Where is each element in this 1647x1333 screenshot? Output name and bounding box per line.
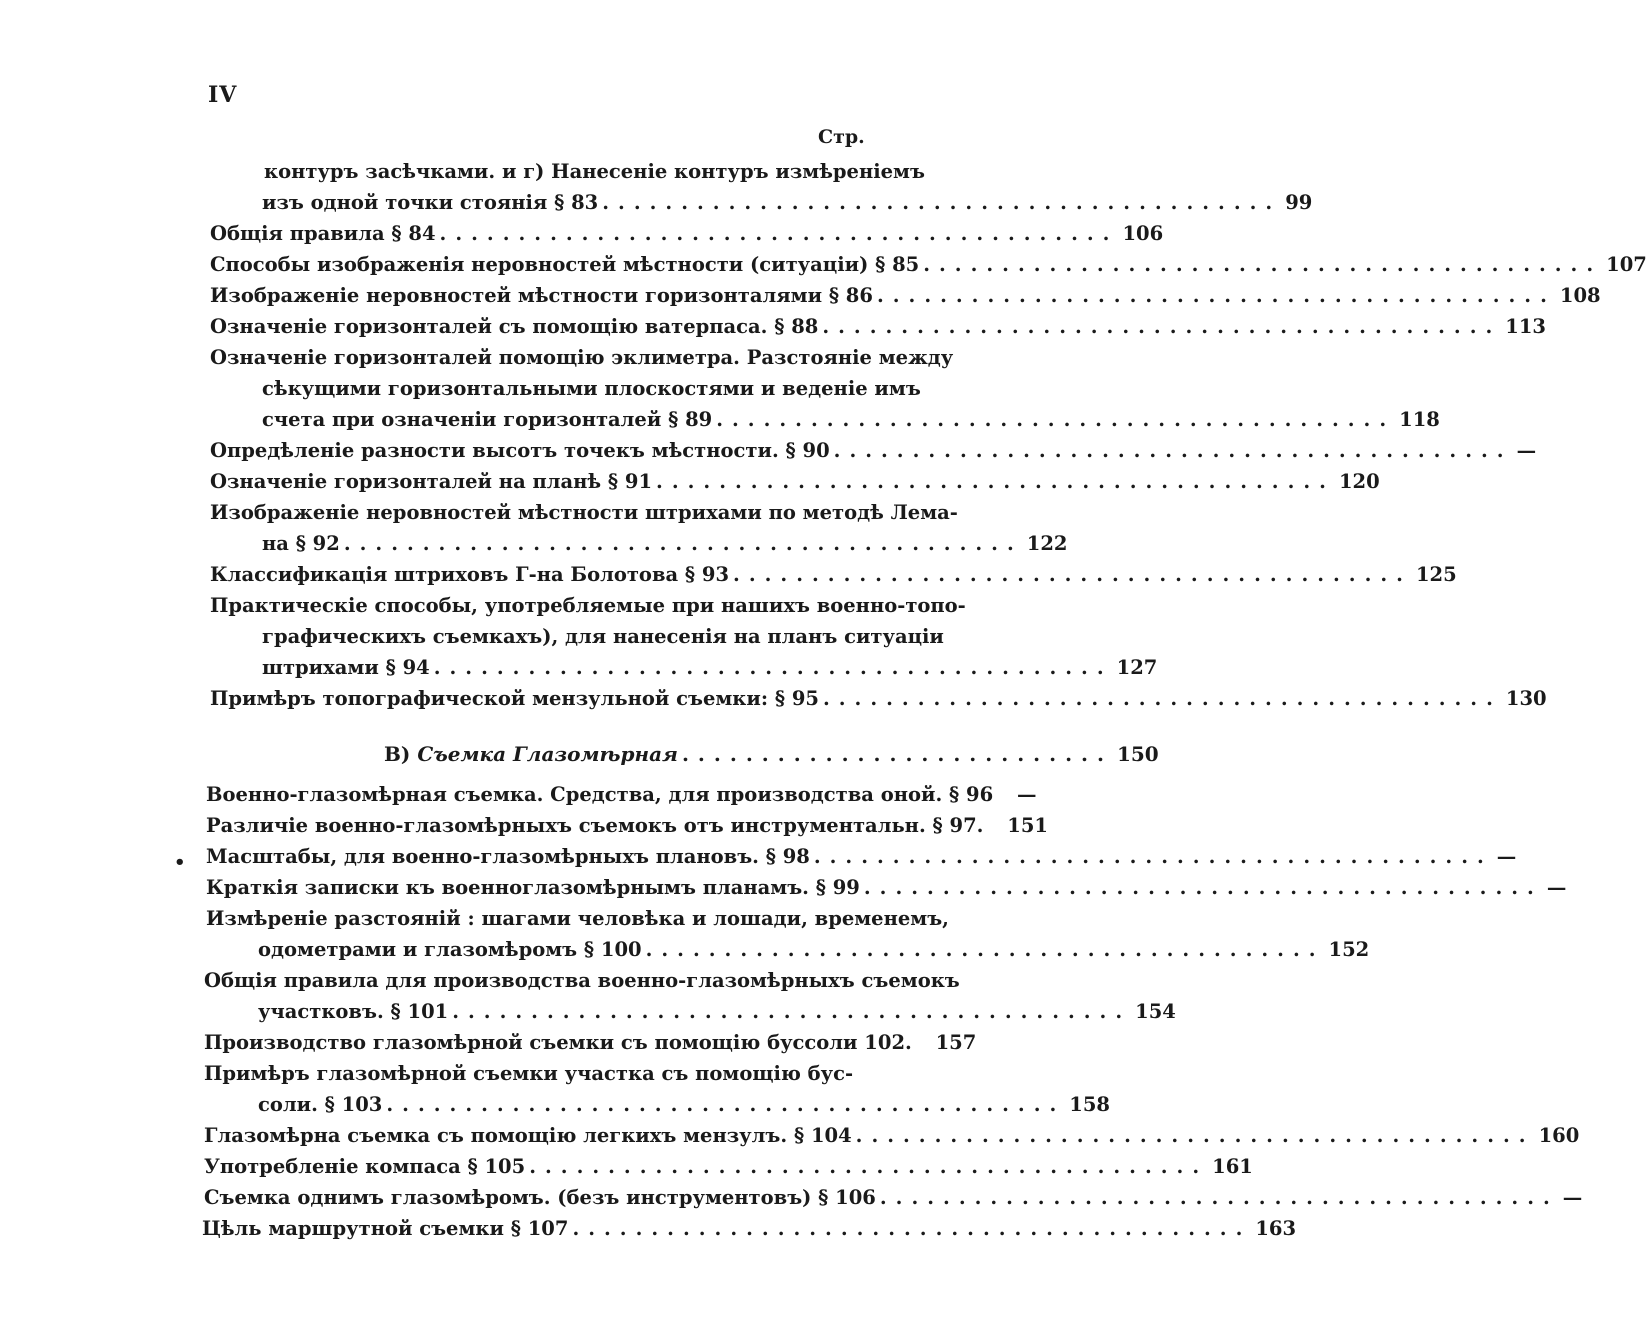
dot-leader: ........................................... bbox=[645, 938, 1325, 961]
section-page: 150 bbox=[1116, 742, 1159, 766]
dot-leader: ........................... bbox=[681, 742, 1113, 766]
dot-leader bbox=[912, 1031, 936, 1054]
dot-leader: ........................................... bbox=[602, 191, 1282, 214]
dot-leader: ........................................... bbox=[855, 1124, 1535, 1147]
toc-entry: Означеніе горизонталей на планѣ § 91 ........................................... 120 bbox=[210, 470, 1380, 493]
dot-leader: ........................................... bbox=[879, 1186, 1559, 1209]
section-title: Съемка Глазомѣрная bbox=[417, 742, 678, 766]
dot-leader: ........................................... bbox=[386, 1093, 1066, 1116]
toc-entry: Классификація штриховъ Г-на Болотова § 93 ........................................... 125 bbox=[210, 563, 1457, 586]
section-heading bbox=[384, 742, 1159, 772]
toc-entry: Употребленіе компаса § 105 ........................................... 161 bbox=[204, 1155, 1253, 1178]
toc-entry: Изображеніе неровностей мѣстности штрихами по методѣ Лема- bbox=[210, 501, 958, 524]
section-prefix: В) bbox=[384, 742, 411, 766]
margin-mark: • bbox=[174, 852, 186, 873]
dot-leader: ........................................... bbox=[733, 563, 1412, 586]
toc-entry: контуръ засѣчками. и г) Нанесеніе контуръ измѣреніемъ bbox=[264, 160, 925, 183]
page-folio: IV bbox=[208, 82, 238, 108]
toc-entry: графическихъ съемкахъ), для нанесенія на планъ ситуаціи bbox=[262, 625, 944, 648]
dot-leader: ........................................... bbox=[876, 284, 1556, 307]
toc-entry: Производство глазомѣрной съемки съ помощію буссоли 102. 157 bbox=[204, 1031, 977, 1054]
toc-entry: Военно-глазомѣрная съемка. Средства, для производства оной. § 96 — bbox=[206, 783, 1037, 806]
toc-entry: сѣкущими горизонтальными плоскостями и веденіе имъ bbox=[262, 377, 921, 400]
dot-leader bbox=[983, 814, 1007, 837]
dot-leader: ........................................... bbox=[572, 1217, 1252, 1240]
toc-entry: Означеніе горизонталей помощію эклиметра. Разстояніе между bbox=[210, 346, 954, 369]
dot-leader: ........................................... bbox=[452, 1000, 1132, 1023]
toc-entry: одометрами и глазомѣромъ § 100 ........................................... 152 bbox=[258, 938, 1370, 961]
dot-leader: ........................................... bbox=[833, 439, 1513, 462]
dot-leader: ........................................... bbox=[863, 876, 1543, 899]
dot-leader bbox=[993, 783, 1017, 806]
toc-entry: соли. § 103 ........................................... 158 bbox=[258, 1093, 1111, 1116]
toc-entry: Различіе военно-глазомѣрныхъ съемокъ отъ инструментальн. § 97. 151 bbox=[206, 814, 1048, 837]
toc-entry: Глазомѣрна съемка съ помощію легкихъ мензулъ. § 104 ........................................... 160 bbox=[204, 1124, 1580, 1147]
toc-entry: Изображеніе неровностей мѣстности горизонталями § 86 ........................................... 108 bbox=[210, 284, 1601, 307]
dot-leader: ........................................... bbox=[439, 222, 1119, 245]
dot-leader: ........................................... bbox=[822, 687, 1502, 710]
toc-entry: счета при означеніи горизонталей § 89 ........................................... 118 bbox=[262, 408, 1440, 431]
toc-entry: Краткія записки къ военноглазомѣрнымъ планамъ. § 99 ........................................... — bbox=[206, 876, 1567, 899]
toc-entry: Общія правила § 84 ........................................... 106 bbox=[210, 222, 1164, 245]
dot-leader: ........................................... bbox=[923, 253, 1603, 276]
toc-entry: Практическіе способы, употребляемые при нашихъ военно-топо- bbox=[210, 594, 966, 617]
dot-leader: ........................................... bbox=[343, 532, 1023, 555]
toc-entry: Опредѣленіе разности высотъ точекъ мѣстности. § 90 ........................................... — bbox=[210, 439, 1537, 462]
toc-entry: Масштабы, для военно-глазомѣрныхъ плановъ. § 98 ........................................... — bbox=[206, 845, 1517, 868]
page-column-label: Стр. bbox=[818, 126, 865, 148]
dot-leader: ........................................... bbox=[656, 470, 1335, 493]
toc-entry: на § 92 ........................................... 122 bbox=[262, 532, 1068, 555]
toc-entry: штрихами § 94 ........................................... 127 bbox=[262, 656, 1158, 679]
toc-entry: Измѣреніе разстояній : шагами человѣка и лошади, временемъ, bbox=[206, 907, 949, 930]
dot-leader: ........................................... bbox=[716, 408, 1396, 431]
toc-entry: Примѣръ топографической мензульной съемки: § 95 ........................................... 130 bbox=[210, 687, 1547, 710]
toc-entry: изъ одной точки стоянія § 83 ........................................... 99 bbox=[262, 191, 1313, 214]
toc-entry: Примѣръ глазомѣрной съемки участка съ помощію бус- bbox=[204, 1062, 854, 1085]
toc-entry: Цѣль маршрутной съемки § 107 ........................................... 163 bbox=[202, 1217, 1297, 1240]
toc-entry: Означеніе горизонталей съ помощію ватерпаса. § 88 ........................................... 113 bbox=[210, 315, 1546, 338]
dot-leader: ........................................... bbox=[822, 315, 1502, 338]
toc-entry: Съемка однимъ глазомѣромъ. (безъ инструментовъ) § 106 ........................................... — bbox=[204, 1186, 1583, 1209]
toc-entry: Способы изображенія неровностей мѣстности (ситуаціи) § 85 ........................................... 107 bbox=[210, 253, 1647, 276]
toc-entry: Общія правила для производства военно-глазомѣрныхъ съемокъ bbox=[204, 969, 960, 992]
dot-leader: ........................................... bbox=[433, 656, 1113, 679]
dot-leader: ........................................... bbox=[813, 845, 1493, 868]
toc-entry: участковъ. § 101 ........................................... 154 bbox=[258, 1000, 1176, 1023]
dot-leader: ........................................... bbox=[529, 1155, 1209, 1178]
